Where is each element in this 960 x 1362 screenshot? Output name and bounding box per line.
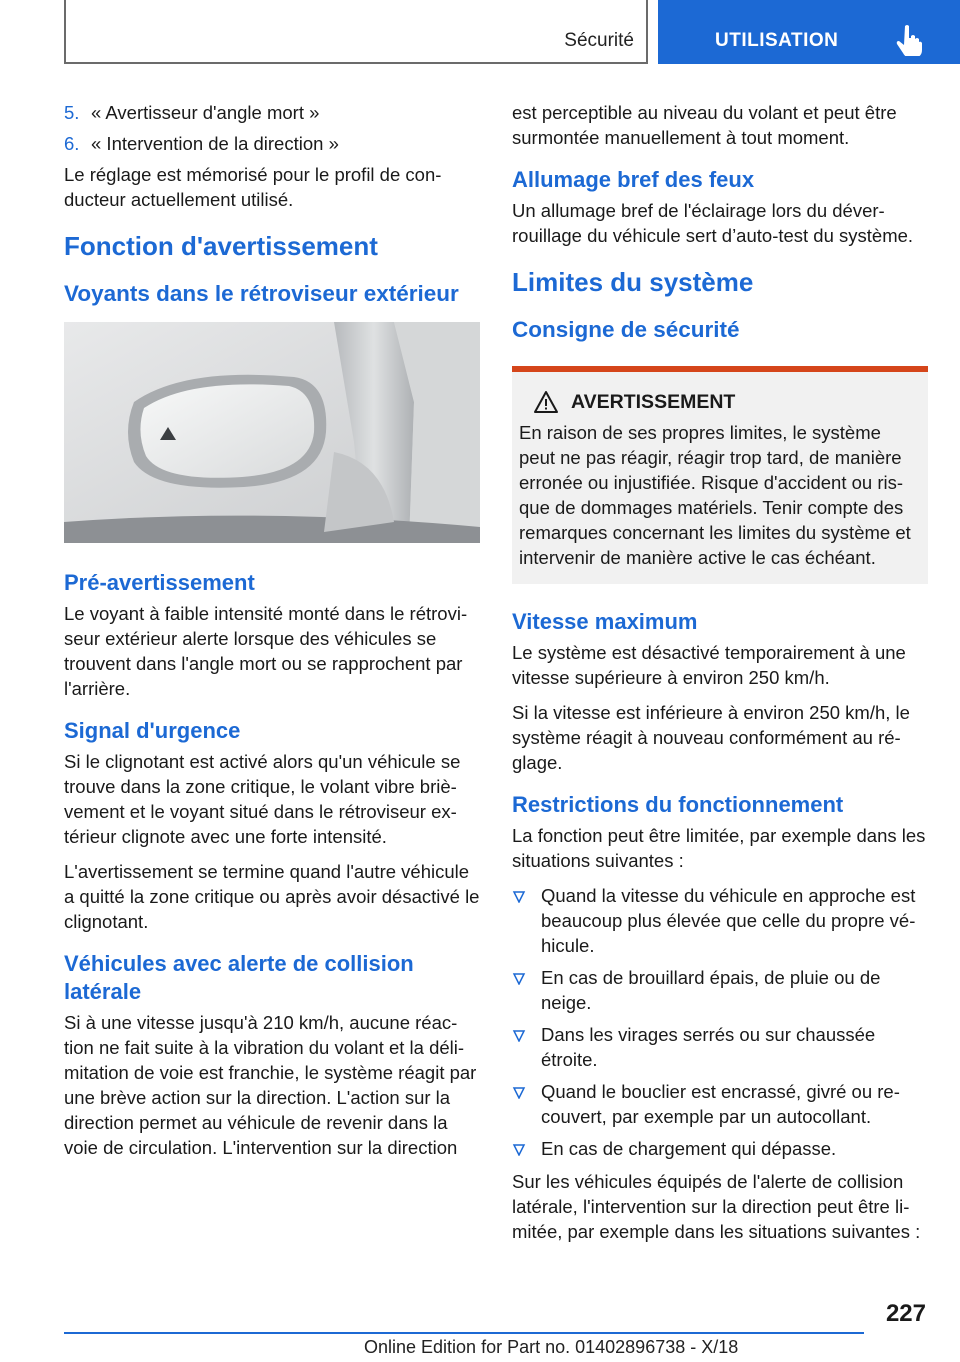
heading-allumage: Allumage bref des feux — [512, 167, 755, 192]
paragraph-signal-2: L'avertissement se termine quand l'autre véhicule a quitté la zone critique ou après avoir désactivé le clignotant. — [64, 861, 480, 932]
footer-edition: Online Edition for Part no. 01402896738 - X/18 — [364, 1337, 739, 1357]
paragraph-vitesse-1: Le système est désactivé temporairement à une vitesse supérieure à environ 250 km/h. — [512, 642, 906, 688]
heading-signal: Signal d'urgence — [64, 718, 241, 743]
bullet-triangle-icon — [512, 883, 541, 903]
heading-vehicules: Véhicules avec alerte de collision latérale — [64, 951, 414, 1004]
numbered-item — [64, 131, 480, 156]
list-item-text: Quand le bouclier est encrassé, givré ou recouvert, par exemple par un autocollant. — [541, 1081, 900, 1127]
heading-voyants: Voyants dans le rétroviseur extérieur — [64, 281, 459, 306]
paragraph-restrictions: La fonction peut être limitée, par exemple dans les situations suivantes : — [512, 825, 926, 871]
heading-consigne: Consigne de sécurité — [512, 317, 740, 342]
list-item — [512, 1022, 928, 1072]
list-item — [512, 965, 928, 1015]
bullet-triangle-icon — [512, 1022, 541, 1042]
heading-limites: Limites du système — [512, 267, 754, 297]
heading-restrictions: Restrictions du fonctionnement — [512, 792, 844, 817]
page-number: 227 — [885, 1300, 926, 1327]
mirror-illustration — [64, 322, 480, 543]
paragraph-pre-avertissement: Le voyant à faible intensité monté dans le rétroviseur extérieur alerte lorsque des véhicules se trouvent dans l'angle mort ou se rapprochent par l'arrière. — [64, 603, 468, 699]
warning-header — [519, 390, 921, 414]
item-number: 6. — [64, 133, 80, 154]
heading-vitesse: Vitesse maximum — [512, 609, 698, 634]
list-item-text: Quand la vitesse du véhicule en approche est beaucoup plus élevée que celle du propre véhicule. — [541, 885, 916, 956]
footer-divider — [64, 1332, 864, 1334]
heading-fonction: Fonction d'avertissement — [64, 231, 378, 261]
paragraph-signal-1: Si le clignotant est activé alors qu'un véhicule se trouve dans la zone critique, le volant vibre brièvement et le voyant situé dans le rétroviseur extérieur clignote avec une forte intensité. — [64, 751, 461, 847]
paragraph-final: Sur les véhicules équipés de l'alerte de collision latérale, l'intervention sur la direction peut être limitée, par exemple dans les situations suivantes : — [512, 1171, 921, 1242]
warning-title: AVERTISSEMENT — [571, 390, 736, 413]
list-item-text: En cas de brouillard épais, de pluie ou de neige. — [541, 967, 881, 1013]
header-section-box — [64, 0, 648, 64]
bullet-triangle-icon — [512, 965, 541, 985]
right-column — [512, 100, 928, 1254]
item-text: « Avertisseur d'angle mort » — [91, 102, 320, 123]
paragraph-continuation: est perceptible au niveau du volant et peut être surmontée manuellement à tout moment. — [512, 102, 897, 148]
header-chapter-title: UTILISATION — [715, 30, 839, 51]
list-item — [512, 1136, 928, 1161]
header-section-title: Sécurité — [564, 30, 634, 51]
hand-pointer-icon — [894, 24, 924, 56]
paragraph-vitesse-2: Si la vitesse est inférieure à environ 250 km/h, le système réagit à nouveau conformément au réglage. — [512, 702, 910, 773]
warning-box — [512, 366, 928, 584]
list-item — [512, 1079, 928, 1129]
paragraph-allumage: Un allumage bref de l'éclairage lors du déverrouillage du véhicule sert d’auto-test du système. — [512, 200, 914, 246]
warning-text: En raison de ses propres limites, le système peut ne pas réagir, réagir trop tard, de manière erronée ou injustifiée. Risque d'accident ou risque de dommages matériels. Tenir compte des remarques concernant les limites du système et intervenir de manière active le cas échéant. — [519, 422, 911, 568]
numbered-item — [64, 100, 480, 125]
left-column — [64, 100, 480, 1170]
item-text: « Intervention de la direction » — [91, 133, 339, 154]
list-item-text: En cas de chargement qui dépasse. — [541, 1138, 837, 1159]
bullet-triangle-icon — [512, 1136, 541, 1156]
restrictions-list — [512, 883, 928, 1161]
warning-icon — [533, 390, 559, 414]
item-number: 5. — [64, 102, 80, 123]
bullet-triangle-icon — [512, 1079, 541, 1099]
list-item — [512, 883, 928, 958]
intro-paragraph: Le réglage est mémorisé pour le profil de conducteur actuellement utilisé. — [64, 164, 442, 210]
paragraph-vehicules: Si à une vitesse jusqu'à 210 km/h, aucune réaction ne fait suite à la vibration du volant et la délimitation de voie est franchie, le système réagit par une brève action sur la direction. L'action sur la direction permet au véhicule de revenir dans la voie de circulation. L'intervention sur la direction — [64, 1012, 477, 1158]
heading-pre-avertissement: Pré-avertissement — [64, 570, 255, 595]
header-chapter-tab — [658, 0, 960, 64]
list-item-text: Dans les virages serrés ou sur chaussée étroite. — [541, 1024, 876, 1070]
